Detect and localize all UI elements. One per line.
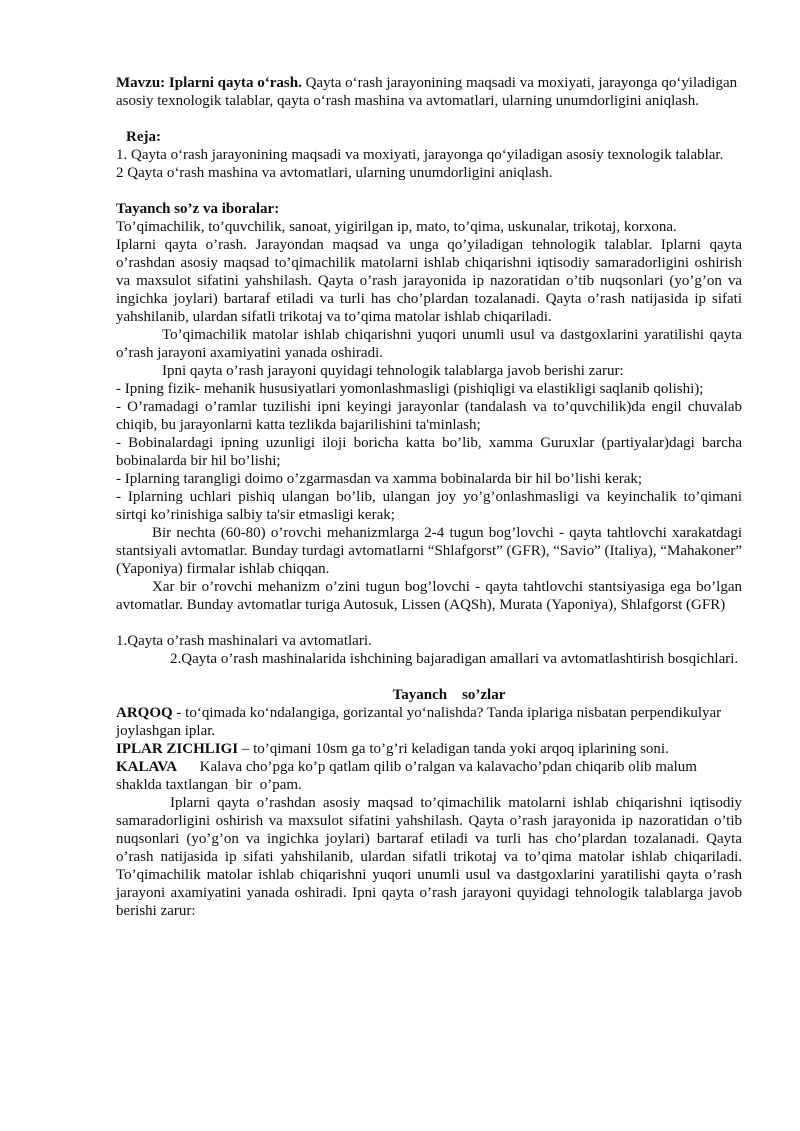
body-paragraph-1: Iplarni qayta o’rash. Jarayondan maqsad va unga qo’yiladigan tehnologik talablar. Iplarni qayta o’rashdan asosiy maqsad to’qimachilik matolarni ishlab chiqarishni iqtisodiy samaradorligini oshirish va maxsulot sifatini yahshilash. Qayta o’rash jarayonida ip nazoratidan o’tib nuqsonlari (yo’g’on va ingichka joylari) bartaraf etiladi va turli has cho’plardan tozalanadi. Qayta o’rash natijasida ip sifati yahshilanib, ulardan sifatli trikotaj va to’qima matolar ishlab chiqariladi. — [116, 237, 742, 325]
glossary-definition: – to’qimani 10sm ga to’g’ri keladigan tanda yoki arqoq iplarining soni. — [238, 741, 669, 757]
glossary-entry-arqoq — [116, 704, 742, 740]
requirement-item: - Bobinalardagi ipning uzunligi iloji boricha katta bo’lib, xamma Guruxlar (partiyalar)dagi barcha bobinalarda bir hil bo’lishi; — [116, 435, 742, 469]
body-paragraph-4: Bir nechta (60-80) o’rovchi mehanizmlarga 2-4 tugun bog’lovchi - qayta tahtlovchi xarakatdagi stantsiyali avtomatlar. Bunday turdagi avtomatlarni “Shlafgorst” (GFR), “Savio” (Italiya), “Mahakoner” (Yaponiya) firmalar ishlab chiqqan. — [116, 525, 742, 577]
body-paragraph-5: Xar bir o’rovchi mehanizm o’zini tugun bog’lovchi - qayta tahtlovchi stantsiyasiga ega bo’lgan avtomatlar. Bunday avtomatlar turiga Autosuk, Lissen (AQSh), Murata (Yaponiya), Shlafgorst (GFR) — [116, 579, 742, 613]
glossary-term: ARQOQ — [116, 705, 173, 721]
plan-item-2: 2 Qayta o‘rash mashina va avtomatlari, ularning unumdorligini aniqlash. — [116, 165, 553, 181]
requirement-item: - Iplarning uchlari pishiq ulangan bo’lib, ulangan joy yo’g’onlashmasligi va keyinchalik to’qimani sirtqi ko’rinishiga salbiy ta'sir etmasligi kerak; — [116, 489, 742, 523]
requirement-item: - Iplarning tarangligi doimo o’zgarmasdan va xamma bobinalarda bir hil bo’lishi kerak; — [116, 471, 643, 487]
plan-item-1: 1. Qayta o‘rash jarayonining maqsadi va moxiyati, jarayonga qo‘yiladigan asosiy texnologik talablar. — [116, 147, 724, 163]
section-heading-1: 1.Qayta o’rash mashinalari va avtomatlari. — [116, 633, 372, 649]
plan-title: Reja: — [126, 129, 161, 145]
body-paragraph-3: Ipni qayta o’rash jarayoni quyidagi tehnologik talablarga javob berishi zarur: — [162, 363, 624, 379]
final-paragraph: Iplarni qayta o’rashdan asosiy maqsad to’qimachilik matolarni ishlab chiqarishni iqtisodiy samaradorligini oshirish va maxsulot sifatini yahshilash. Qayta o’rash jarayonida ip nazoratidan o’tib nuqsonlari (yo’g’on va ingichka joylari) bartaraf etiladi va turli has cho’plardan tozalanadi. Qayta o’rash natijasida ip sifati yahshilanib, ulardan sifatli trikotaj va to’qima matolar ishlab chiqariladi. To’qimachilik matolar ishlab chiqarishni yuqori unumli usul va dastgoxlarini yaratilishi qayta o’rash jarayoni axamiyatini yanada oshiradi. Ipni qayta o’rash jarayoni quyidagi tehnologik talablarga javob berishi zarur: — [116, 795, 742, 919]
topic-paragraph — [116, 74, 742, 110]
glossary-term: KALAVA — [116, 759, 178, 775]
glossary-title: Tayanch so’zlar — [392, 687, 506, 703]
requirement-item: - Ipning fizik- mehanik hususiyatlari yomonlashmasligi (pishiqligi va elastikligi saqlanib qolishi); — [116, 381, 704, 397]
requirement-item: - O’ramadagi o’ramlar tuzilishi ipni keyingi jarayonlar (tandalash va to’quvchilik)da engil chuvalab chiqib, bu jarayonlarni katta tezlikda bajarilishini ta'minlash; — [116, 399, 742, 433]
glossary-entry-zichlik — [116, 740, 742, 758]
section-heading-2: 2.Qayta o’rash mashinalarida ishchining bajaradigan amallari va avtomatlashtirish bosqichlari. — [170, 651, 739, 667]
topic-label: Mavzu: Iplarni qayta o‘rash. — [116, 75, 302, 91]
topic-text: Qayta o‘rash jarayonining maqsadi va moxiyati, jarayonga qo‘yiladigan asosiy texnologik talablar, qayta o‘rash mashina va avtomatlari, ularning unumdorligini aniqlash. — [116, 75, 738, 109]
body-paragraph-2: To’qimachilik matolar ishlab chiqarishni yuqori unumli usul va dastgoxlarini yaratilishi qayta o’rash jarayoni axamiyatini yanada oshiradi. — [116, 327, 742, 361]
glossary-entry-kalava — [116, 758, 742, 794]
glossary-definition: Kalava cho’pga ko’p qatlam qilib o’ralgan va kalavacho’pdan chiqarib olib malum shaklda taxtlangan bir o’pam. — [116, 759, 701, 793]
keywords-list: To’qimachilik, to’quvchilik, sanoat, yigirilgan ip, mato, to’qima, uskunalar, trikotaj, korxona. — [116, 219, 677, 235]
glossary-definition: - to‘qimada ko‘ndalangiga, gorizantal yo‘nalishda? Tanda iplariga nisbatan perpendikulyar joylashgan iplar. — [116, 705, 722, 739]
keywords-title: Tayanch so’z va iboralar: — [116, 201, 280, 217]
glossary-term: IPLAR ZICHLIGI — [116, 741, 239, 757]
